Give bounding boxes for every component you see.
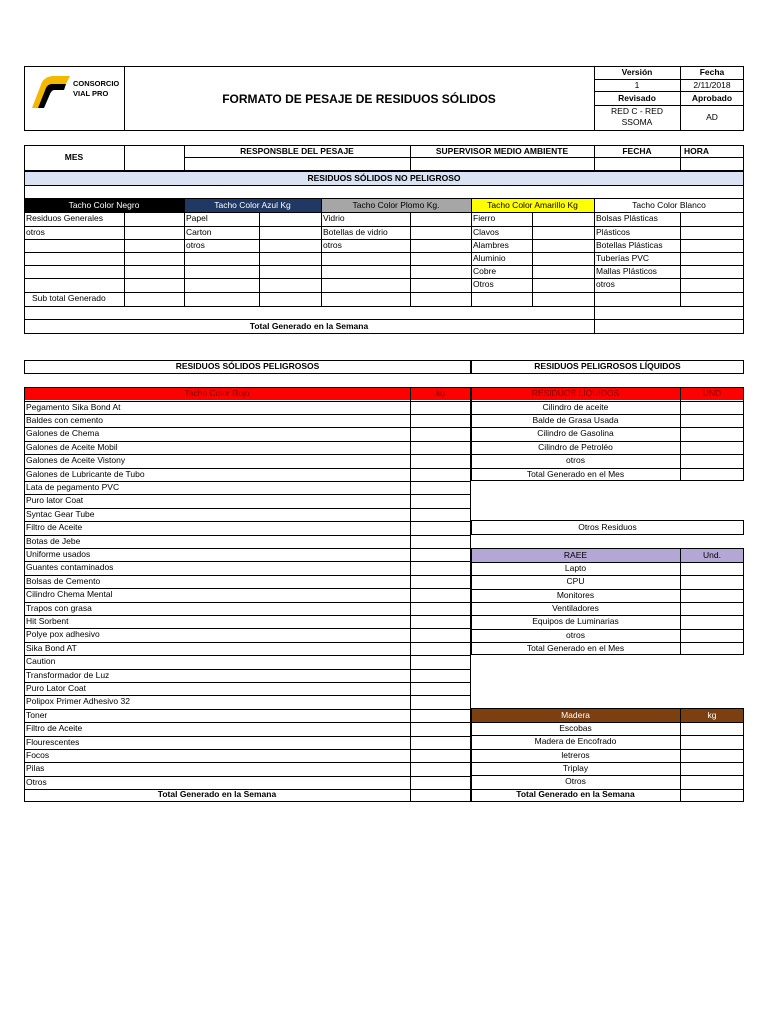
list-item: otros bbox=[323, 240, 342, 250]
madera-unit: kg bbox=[707, 710, 717, 720]
liquids-title: RESIDUOS PELIGROSOS LÍQUIDOS bbox=[534, 361, 681, 371]
total-week-label: Total Generado en la Semana bbox=[249, 321, 369, 331]
list-item: Alambres bbox=[473, 240, 509, 250]
table-row-label: Polye pox adhesivo bbox=[26, 629, 100, 640]
supervisor-label: SUPERVISOR MEDIO AMBIENTE bbox=[435, 146, 569, 156]
tacho-plomo-header: Tacho Color Plomo Kg. bbox=[352, 200, 440, 210]
table-row-label: otros bbox=[566, 455, 585, 466]
madera-total: Total Generado en la Semana bbox=[516, 789, 635, 799]
table-row-label: Syntac Gear Tube bbox=[26, 508, 95, 519]
version-label: Versión bbox=[621, 67, 653, 77]
list-item: Otros bbox=[473, 279, 494, 289]
tacho-azul-header: Tacho Color Azul Kg bbox=[214, 200, 291, 210]
raee-header: RAEE bbox=[563, 550, 588, 560]
list-item: otros bbox=[26, 227, 45, 237]
table-row-label: Sika Bond AT bbox=[26, 642, 77, 653]
table-row-label: Toner bbox=[26, 709, 48, 720]
revised-value: RED C - RED SSOMA bbox=[611, 106, 663, 127]
logo-text-line2: VIAL PRO bbox=[73, 89, 109, 98]
table-row-label: Focos bbox=[26, 749, 50, 760]
table-row-label: Cilindro Chema Mental bbox=[26, 589, 113, 600]
road-logo-icon bbox=[28, 74, 72, 110]
table-row-label: Pilas bbox=[26, 763, 45, 774]
table-row-label: Cilindro de Gasolina bbox=[537, 428, 614, 439]
list-item: otros bbox=[596, 279, 615, 289]
table-row-label: otros bbox=[566, 629, 585, 640]
table-row-label: Lapto bbox=[564, 563, 587, 573]
list-item: otros bbox=[186, 240, 205, 250]
list-item: Vidrio bbox=[323, 213, 345, 223]
table-row-label: Cilindro de aceite bbox=[542, 401, 609, 412]
list-item: Cobre bbox=[473, 266, 497, 276]
table-row-label: Uniforme usados bbox=[26, 548, 91, 559]
list-item: Papel bbox=[186, 213, 208, 223]
table-row-label: Otros bbox=[26, 776, 47, 787]
table-row-label: Bolsas de Cemento bbox=[26, 575, 101, 586]
table-row-label: Caution bbox=[26, 656, 56, 667]
table-row-label: Galones de Aceite Mobil bbox=[26, 441, 118, 452]
table-row-label: Hit Sorbent bbox=[26, 615, 69, 626]
approved-value: AD bbox=[706, 112, 718, 122]
table-row-label: Escobas bbox=[559, 723, 592, 733]
tacho-rojo-header: Tacho Color Rojo bbox=[184, 388, 250, 398]
logo bbox=[28, 74, 72, 110]
list-item: Carton bbox=[186, 227, 212, 237]
hazardous-unit: kg bbox=[436, 388, 445, 398]
revised-label: Revisado bbox=[618, 93, 656, 103]
table-row-label: Cilindro de Petroléo bbox=[538, 441, 613, 452]
table-row-label: Polipox Primer Adhesivo 32 bbox=[26, 696, 130, 707]
table-row-label: Pegamento Sika Bond At bbox=[26, 401, 121, 412]
table-row-label: Madera de Encofrado bbox=[534, 736, 617, 747]
list-item: Botellas de vidrio bbox=[323, 227, 388, 237]
table-row-label: Guantes contaminados bbox=[26, 562, 114, 573]
date-label: Fecha bbox=[699, 67, 725, 77]
table-row-label: Transformador de Luz bbox=[26, 669, 110, 680]
table-row-label: Balde de Grasa Usada bbox=[532, 414, 619, 425]
approved-label: Aprobado bbox=[691, 93, 733, 103]
liquids-total: Total Generado en el Mes bbox=[526, 469, 625, 479]
mes-label: MES bbox=[64, 152, 84, 162]
raee-total: Total Generado en el Mes bbox=[526, 643, 625, 653]
subtotal-label: Sub total Generado bbox=[32, 293, 106, 303]
table-row-label: Monitores bbox=[556, 589, 595, 600]
tacho-amarillo-header: Tacho Color Amarillo Kg bbox=[487, 200, 578, 210]
table-row-label: Ventiladores bbox=[552, 602, 599, 613]
version-value: 1 bbox=[634, 80, 640, 90]
logo-text-line1: CONSORCIO bbox=[73, 79, 120, 88]
list-item: Fierro bbox=[473, 213, 496, 223]
list-item: Bolsas Plásticas bbox=[596, 213, 658, 223]
list-item: Plásticos bbox=[596, 227, 631, 237]
hora-label: HORA bbox=[684, 146, 710, 156]
table-row-label: Baldes con cemento bbox=[26, 414, 104, 425]
table-row-label: Flourescentes bbox=[26, 736, 80, 747]
tacho-negro-header: Tacho Color Negro bbox=[68, 200, 140, 210]
tacho-blanco-header: Tacho Color Blanco bbox=[632, 200, 706, 210]
table-row-label: Lata de pegamento PVC bbox=[26, 481, 120, 492]
table-row-label: Botas de Jebe bbox=[26, 535, 81, 546]
responsible-label: RESPONSBLE DEL PESAJE bbox=[240, 146, 354, 156]
date-value: 2/11/2018 bbox=[693, 80, 731, 90]
non-hazardous-title: RESIDUOS SÓLIDOS NO PELIGROSO bbox=[307, 173, 461, 183]
liquids-header: RESIDUOS LÍQUIDOS bbox=[531, 388, 620, 398]
liquids-unit: UND bbox=[702, 388, 722, 398]
table-row-label: Trapos con grasa bbox=[26, 602, 92, 613]
table-row-label: Triplay bbox=[562, 762, 589, 773]
page-title: FORMATO DE PESAJE DE RESIDUOS SÓLIDOS bbox=[222, 92, 496, 106]
list-item: Residuos Generales bbox=[26, 213, 104, 223]
table-row-label: Galones de Lubricante de Tubo bbox=[26, 468, 145, 479]
madera-header: Madera bbox=[561, 710, 590, 720]
table-row-label: Filtro de Aceite bbox=[26, 723, 83, 734]
table-row-label: letreros bbox=[561, 749, 590, 760]
table-row-label: Otros bbox=[565, 776, 586, 787]
hazardous-total: Total Generado en la Semana bbox=[157, 789, 277, 799]
fecha-label: FECHA bbox=[622, 146, 652, 156]
table-row-label: Puro lator Coat bbox=[26, 495, 84, 506]
hazardous-title: RESIDUOS SÓLIDOS PELIGROSOS bbox=[175, 361, 320, 371]
table-row-label: Puro Lator Coat bbox=[26, 682, 87, 693]
table-row-label: Galones de Chema bbox=[26, 428, 100, 439]
table-row-label: CPU bbox=[566, 576, 585, 587]
list-item: Clavos bbox=[473, 227, 499, 237]
list-item: Tuberías PVC bbox=[596, 253, 650, 263]
list-item: Botellas Plásticas bbox=[596, 240, 663, 250]
table-row-label: Galones de Aceite Vistony bbox=[26, 455, 126, 466]
raee-unit: Und. bbox=[703, 550, 721, 560]
list-item: Aluminio bbox=[473, 253, 506, 263]
list-item: Mallas Plásticos bbox=[596, 266, 657, 276]
table-row-label: Equipos de Luminarias bbox=[532, 616, 619, 627]
table-row-label: Filtro de Aceite bbox=[26, 522, 83, 533]
others-title: Otros Residuos bbox=[578, 522, 637, 532]
